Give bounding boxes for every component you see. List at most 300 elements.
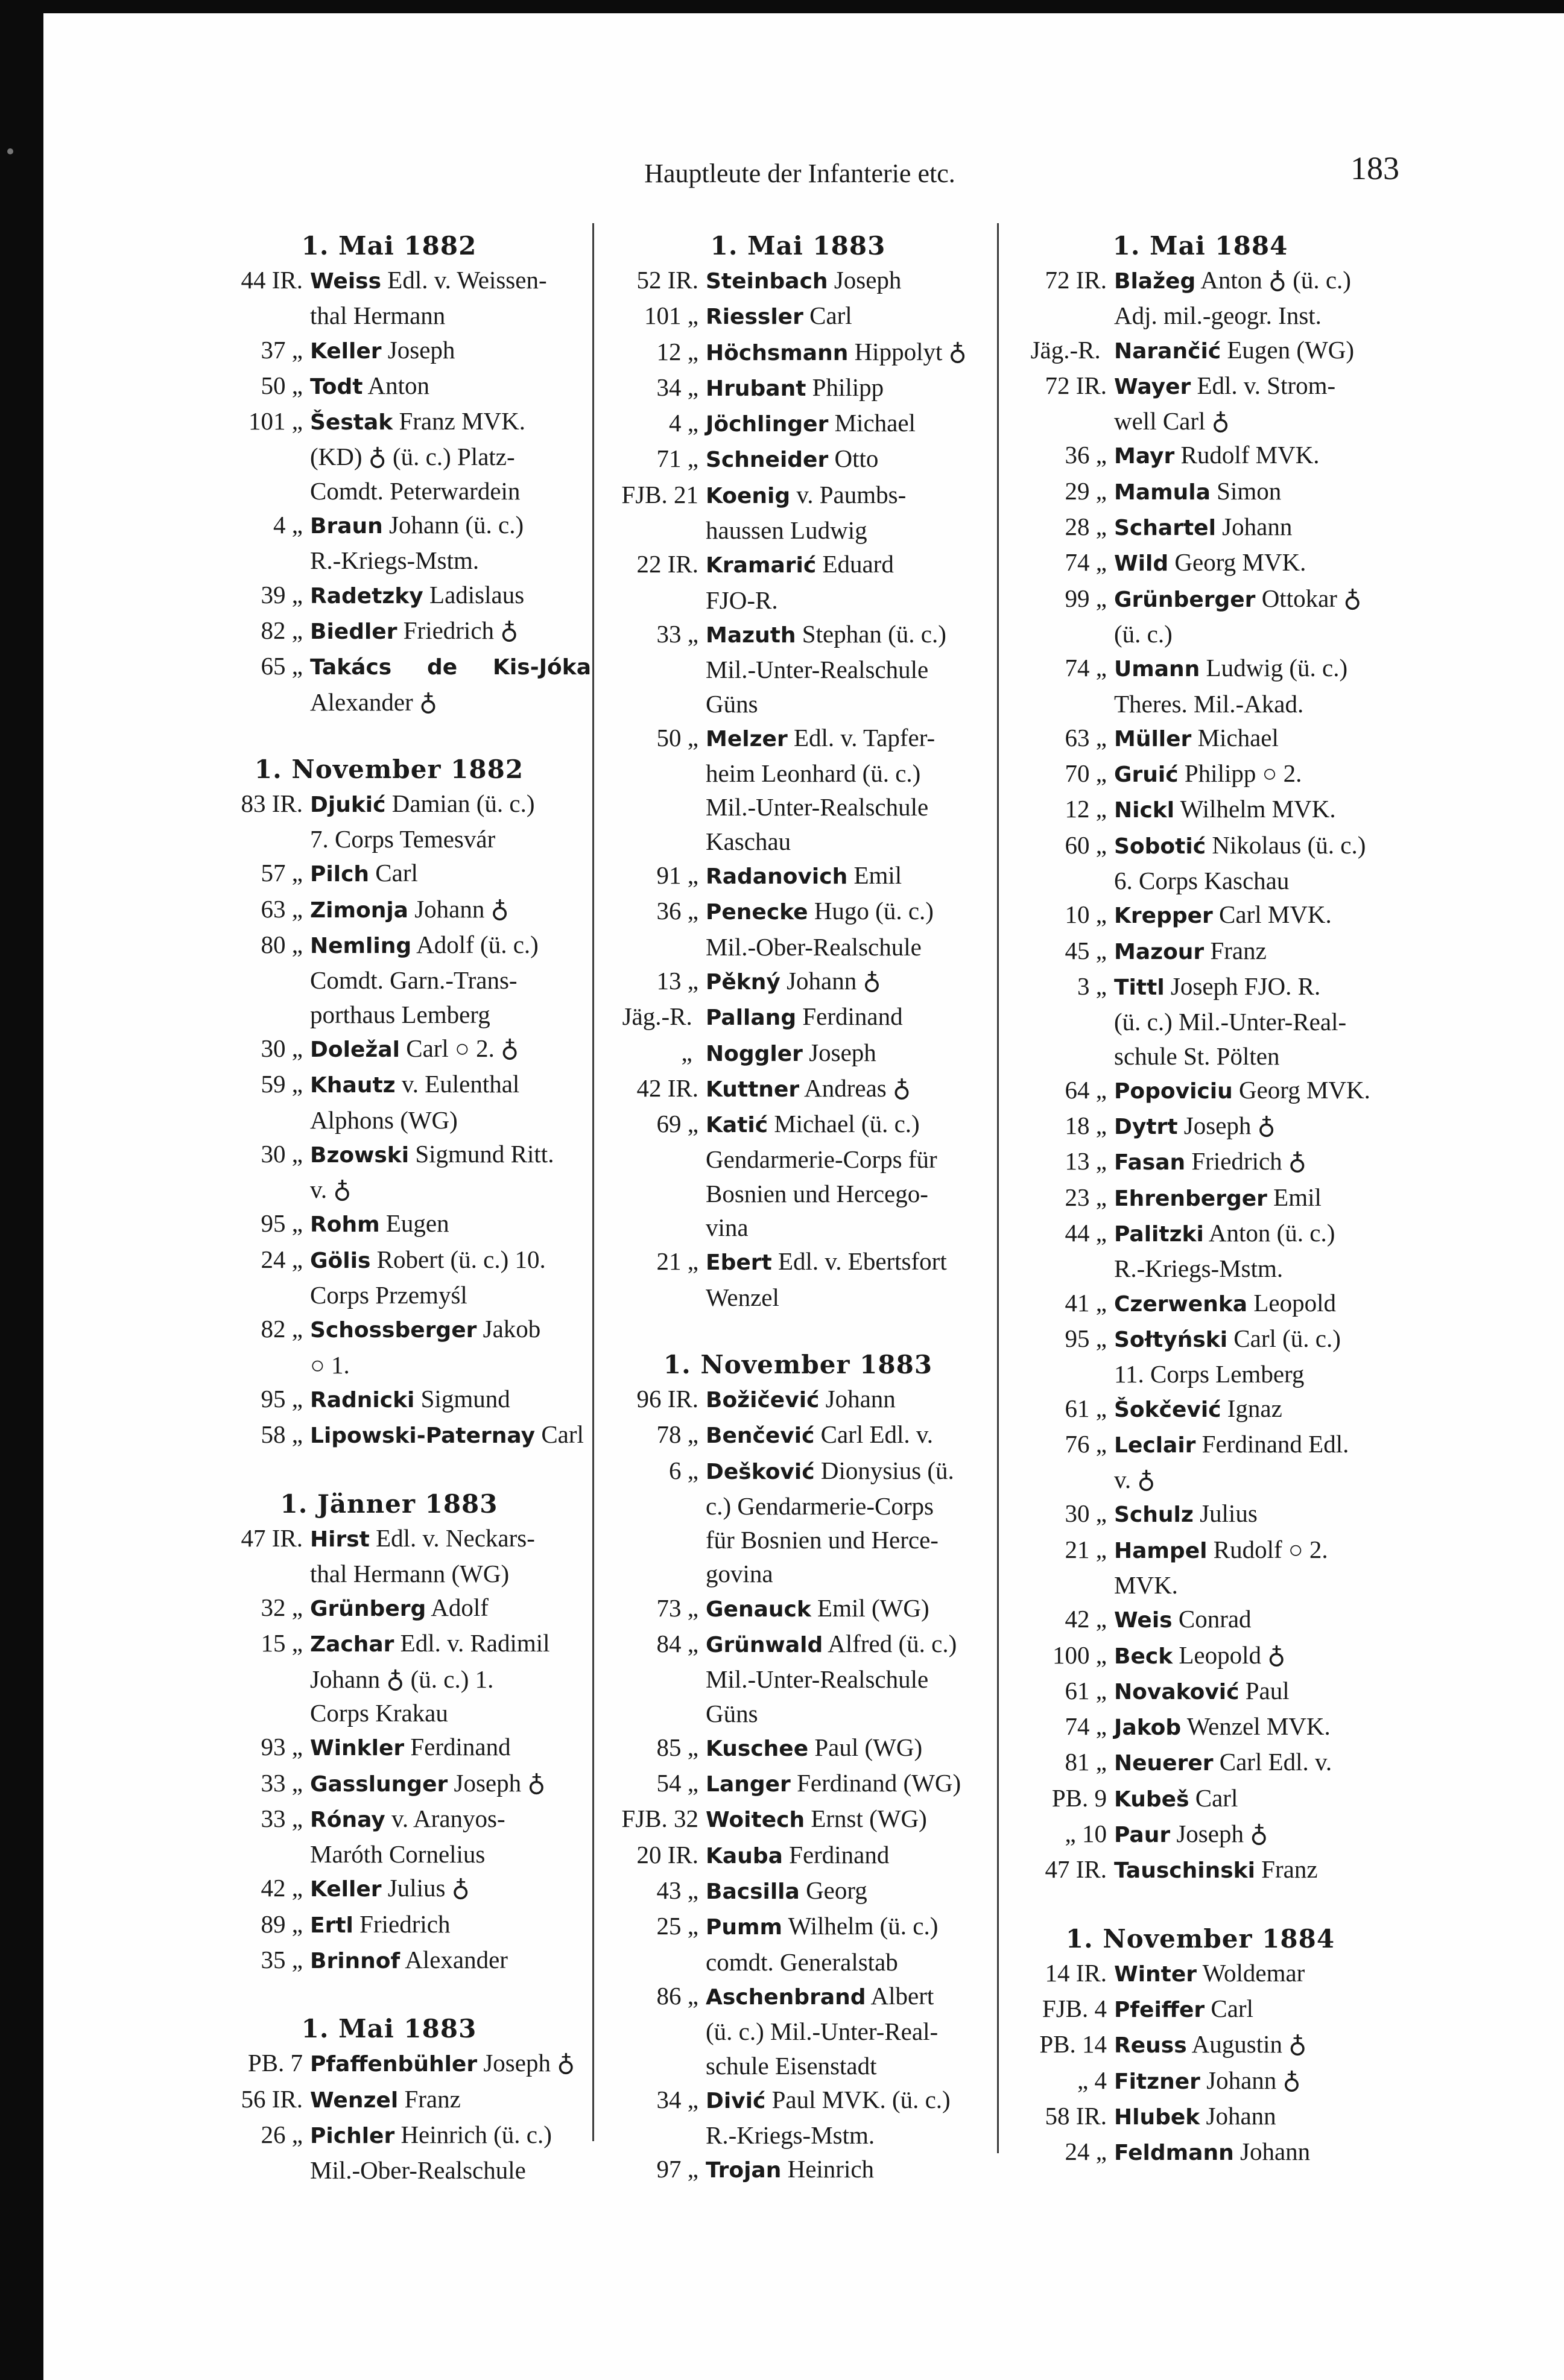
entry-text xyxy=(310,649,591,719)
entry-detail: ○ 1. xyxy=(310,1350,350,1379)
entry-text xyxy=(706,2014,1000,2048)
officer-surname: Radanovich xyxy=(706,864,848,890)
regiment-number: 61 xyxy=(1065,1676,1090,1704)
register-entry xyxy=(998,721,1402,756)
entry-number-unit xyxy=(596,1873,706,1909)
entry-detail: FJO-R. xyxy=(706,586,778,614)
entry-number-unit xyxy=(596,790,706,824)
entry-number-unit xyxy=(187,263,310,299)
entry-number-unit xyxy=(998,1852,1114,1888)
register-entry xyxy=(596,1873,1000,1909)
entry-detail: Sigmund xyxy=(420,1384,510,1413)
unit-abbr: „ xyxy=(291,894,303,923)
entry-number-unit xyxy=(596,1071,706,1107)
unit-abbr: „ xyxy=(291,335,303,364)
entry-detail: Carl xyxy=(809,302,852,330)
entry-text xyxy=(706,1382,1000,1417)
register-entry-continuation xyxy=(596,1945,1000,1979)
entry-text xyxy=(1114,1144,1402,1180)
entry-detail: Ernst (WG) xyxy=(811,1805,927,1833)
entry-number-unit xyxy=(187,1557,310,1590)
entry-number-unit xyxy=(187,928,310,963)
unit-abbr: IR. xyxy=(271,1524,303,1552)
entry-text xyxy=(706,653,1000,686)
entry-detail: R.-Kriegs-Mstm. xyxy=(310,546,480,575)
entry-number-unit xyxy=(998,1709,1114,1745)
regiment-number: 72 xyxy=(1045,266,1070,294)
register-entry xyxy=(998,756,1402,792)
entry-text xyxy=(706,1177,1000,1211)
regiment-number: 22 xyxy=(636,550,662,578)
entry-text xyxy=(706,1909,1000,1945)
regiment-number: 28 xyxy=(1065,513,1090,541)
entry-text xyxy=(310,2153,591,2187)
entry-number-unit xyxy=(998,438,1114,473)
entry-number-unit xyxy=(998,1496,1114,1532)
unit-abbr: „ xyxy=(1095,831,1107,859)
officer-surname: Riessler xyxy=(706,305,803,330)
officer-surname: Schulz xyxy=(1114,1502,1194,1528)
entry-detail: Emil xyxy=(853,861,902,890)
entry-number-unit xyxy=(596,1557,706,1590)
register-entry xyxy=(187,2046,591,2081)
section-heading: 1. Jänner 1883 xyxy=(280,1489,498,1519)
entry-text xyxy=(706,1662,1000,1696)
entry-detail: Johann ♁ xyxy=(787,966,881,995)
unit-abbr: IR. xyxy=(271,789,303,817)
regiment-number: 37 xyxy=(261,335,286,364)
entry-text xyxy=(1114,2063,1402,2099)
unit-abbr: „ xyxy=(687,373,698,401)
officer-surname: Schartel xyxy=(1114,516,1216,541)
officer-surname: Divić xyxy=(706,2088,766,2113)
entry-number-unit xyxy=(596,824,706,858)
entry-detail: c.) Gendarmerie-Corps xyxy=(706,1492,934,1520)
entry-text xyxy=(310,1626,591,1662)
unit-abbr: „ xyxy=(291,1594,303,1622)
register-entry xyxy=(596,1382,1000,1417)
entry-detail: Theres. Mil.-Akad. xyxy=(1114,689,1304,718)
regiment-number: 83 xyxy=(241,789,266,817)
unit-abbr: „ xyxy=(687,966,698,995)
entry-number-unit xyxy=(596,1244,706,1280)
column-3 xyxy=(998,229,1402,2170)
entry-text xyxy=(706,687,1000,721)
entry-number-unit xyxy=(998,1286,1114,1321)
entry-number-unit xyxy=(596,1945,706,1979)
regiment-number: 26 xyxy=(261,2120,286,2148)
section-heading: 1. Mai 1883 xyxy=(710,231,886,261)
section-gap xyxy=(998,1888,1402,1922)
regiment-number: 63 xyxy=(261,894,286,923)
entry-detail: Sigmund Ritt. xyxy=(415,1139,554,1168)
officer-surname: Pfeiffer xyxy=(1114,1997,1205,2022)
section-heading: 1. November 1883 xyxy=(663,1349,933,1379)
officer-surname: Braun xyxy=(310,514,383,539)
entry-detail: Franz xyxy=(404,2084,461,2113)
entry-detail: thal Hermann xyxy=(310,302,446,330)
regiment-number: 78 xyxy=(656,1420,682,1449)
officer-surname: Tauschinski xyxy=(1114,1858,1255,1884)
unit-abbr: „ xyxy=(1095,1499,1107,1528)
regiment-number: 13 xyxy=(1065,1147,1090,1176)
register-entry-continuation xyxy=(187,998,591,1031)
entry-detail: Johann ♁ xyxy=(1206,2066,1301,2094)
regiment-number: 29 xyxy=(1065,476,1090,505)
unit-abbr: „ xyxy=(687,1456,698,1484)
unit-abbr: „ xyxy=(291,1733,303,1761)
column-1 xyxy=(187,229,591,2188)
entry-number-unit xyxy=(998,792,1114,828)
entry-number-unit xyxy=(998,721,1114,756)
register-entry xyxy=(596,2083,1000,2118)
officer-surname: Mazour xyxy=(1114,939,1205,964)
entry-text xyxy=(310,263,591,299)
entry-text xyxy=(706,756,1000,790)
regiment-number: 4 xyxy=(273,511,286,539)
unit-abbr: „ xyxy=(687,1981,698,2010)
unit-abbr: IR. xyxy=(667,1074,698,1102)
unit-abbr: „ xyxy=(291,1910,303,1938)
entry-number-unit xyxy=(187,404,310,440)
unit-abbr: „ xyxy=(1095,1394,1107,1422)
entry-text xyxy=(706,1244,1000,1280)
entry-number-unit xyxy=(596,2083,706,2118)
entry-text xyxy=(1114,1463,1402,1496)
section-gap xyxy=(596,1314,1000,1348)
entry-text xyxy=(1114,1109,1402,1144)
officer-surname: Weis xyxy=(1114,1608,1173,1633)
entry-number-unit xyxy=(596,999,706,1035)
register-entry xyxy=(187,928,591,963)
entry-detail: Wilhelm MVK. xyxy=(1180,795,1336,823)
entry-detail: Julius xyxy=(1200,1499,1258,1528)
register-entry xyxy=(187,263,591,299)
entry-text xyxy=(1114,1252,1402,1285)
officer-surname: Fitzner xyxy=(1114,2069,1200,2094)
entry-text xyxy=(1114,510,1402,545)
register-entry xyxy=(998,1216,1402,1252)
officer-surname: Šokčević xyxy=(1114,1397,1221,1422)
entry-number-unit xyxy=(596,335,706,370)
entry-text xyxy=(1114,756,1402,792)
entry-number-unit xyxy=(998,2027,1114,2063)
entry-text xyxy=(706,894,1000,929)
entry-text xyxy=(1114,651,1402,686)
regiment-number: 10 xyxy=(1065,900,1090,929)
entry-detail: Mil.-Ober-Realschule xyxy=(706,932,922,961)
entry-detail: Ignaz xyxy=(1227,1394,1282,1422)
entry-detail: Wilhelm (ü. c.) xyxy=(788,1912,939,1940)
entry-detail: Johann xyxy=(825,1384,896,1413)
entry-number-unit xyxy=(596,1766,706,1802)
officer-surname: Doležal xyxy=(310,1037,400,1062)
entry-detail: Franz xyxy=(1261,1855,1318,1884)
entry-number-unit xyxy=(596,756,706,790)
entry-text xyxy=(310,404,591,440)
entry-text xyxy=(310,1348,591,1382)
register-entry xyxy=(998,1321,1402,1357)
entry-number-unit xyxy=(187,1067,310,1103)
regiment-number: 57 xyxy=(261,859,286,887)
register-entry xyxy=(998,1427,1402,1463)
regiment-number: 24 xyxy=(1065,2138,1090,2166)
entry-text xyxy=(310,1907,591,1943)
register-entry xyxy=(998,1817,1402,1852)
regiment-number: 71 xyxy=(656,445,682,473)
entry-detail: v. Eulenthal xyxy=(401,1070,520,1098)
officer-surname: Gasslunger xyxy=(310,1771,448,1797)
register-entry xyxy=(596,406,1000,442)
entry-detail: Carl MVK. xyxy=(1219,900,1332,929)
unit-abbr: 10 xyxy=(1082,1820,1107,1848)
regiment-number: 61 xyxy=(1065,1394,1090,1422)
entry-text xyxy=(310,2046,591,2081)
regiment-number: 20 xyxy=(636,1840,662,1869)
register-entry xyxy=(998,2063,1402,2099)
register-entry xyxy=(596,1107,1000,1142)
unit-abbr: IR. xyxy=(667,550,698,578)
officer-surname: Schneider xyxy=(706,448,829,473)
unit-abbr: „ xyxy=(291,1420,303,1449)
entry-text xyxy=(310,1943,591,1978)
entry-detail: Güns xyxy=(706,689,758,718)
regiment-number: 73 xyxy=(656,1594,682,1622)
entry-number-unit xyxy=(998,617,1114,651)
register-entry xyxy=(187,1067,591,1103)
register-entry xyxy=(187,1382,591,1417)
officer-surname: Ebert xyxy=(706,1250,772,1276)
unit-abbr: „ xyxy=(687,2085,698,2113)
entry-detail: Georg MVK. xyxy=(1238,1075,1370,1104)
entry-number-unit xyxy=(596,1802,706,1837)
officer-surname: Sobotić xyxy=(1114,834,1206,859)
register-entry xyxy=(187,1137,591,1173)
regiment-number: PB. xyxy=(247,2049,285,2077)
officer-surname: Kauba xyxy=(706,1843,783,1869)
entry-detail: Franz xyxy=(1210,936,1267,964)
register-entry xyxy=(998,1602,1402,1638)
entry-number-unit xyxy=(187,369,310,404)
regiment-number: 70 xyxy=(1065,759,1090,788)
officer-surname: Sołtyński xyxy=(1114,1327,1228,1352)
unit-abbr: 4 xyxy=(1094,2066,1107,2094)
entry-text xyxy=(1114,1992,1402,2027)
entry-number-unit xyxy=(596,1211,706,1244)
unit-abbr: „ xyxy=(1095,1712,1107,1741)
regiment-number: 59 xyxy=(261,1070,286,1098)
entry-text xyxy=(1114,1602,1402,1638)
entry-number-unit xyxy=(998,1781,1114,1817)
regiment-number: 50 xyxy=(656,723,682,752)
entry-number-unit xyxy=(596,583,706,617)
entry-number-unit xyxy=(187,1837,310,1871)
unit-abbr: „ xyxy=(1095,2138,1107,2166)
entry-detail: Woldemar xyxy=(1202,1958,1305,1987)
regiment-number: 91 xyxy=(656,861,682,890)
entry-number-unit xyxy=(998,1005,1114,1039)
register-entry-continuation xyxy=(998,1039,1402,1073)
register-entry-continuation xyxy=(187,1348,591,1382)
entry-detail: Gendarmerie-Corps für xyxy=(706,1145,937,1174)
entry-number-unit xyxy=(187,1907,310,1943)
entry-detail: Ferdinand xyxy=(802,1002,903,1031)
register-entry-continuation xyxy=(596,1142,1000,1176)
entry-detail: Edl. v. Weissen- xyxy=(387,266,547,294)
entry-number-unit xyxy=(596,930,706,964)
entry-text xyxy=(310,1730,591,1765)
register-entry xyxy=(596,442,1000,477)
officer-surname: Mazuth xyxy=(706,622,796,648)
section-gap xyxy=(187,719,591,753)
entry-text xyxy=(1114,897,1402,933)
entry-text xyxy=(310,333,591,369)
entry-text xyxy=(706,999,1000,1035)
register-entry xyxy=(998,1073,1402,1109)
entry-number-unit xyxy=(596,858,706,894)
regiment-number: 50 xyxy=(261,371,286,399)
entry-detail: Franz MVK. xyxy=(399,407,525,435)
entry-detail: Edl. v. Neckars- xyxy=(376,1524,535,1552)
regiment-number: 76 xyxy=(1065,1429,1090,1458)
entry-text xyxy=(706,547,1000,583)
entry-text xyxy=(310,786,591,822)
regiment-number: 23 xyxy=(1065,1183,1090,1211)
register-entry-continuation xyxy=(187,2153,591,2187)
entry-text xyxy=(706,263,1000,299)
entry-number-unit xyxy=(187,333,310,369)
entry-detail: Nikolaus (ü. c.) xyxy=(1212,831,1366,859)
register-entry xyxy=(998,1781,1402,1817)
register-entry xyxy=(187,578,591,613)
entry-number-unit xyxy=(998,1073,1114,1109)
entry-detail: Anton (ü. c.) xyxy=(1208,1219,1335,1247)
unit-abbr: „ xyxy=(1095,513,1107,541)
entry-text xyxy=(1114,1781,1402,1817)
section-gap xyxy=(187,1454,591,1487)
regiment-number: 60 xyxy=(1065,831,1090,859)
unit-abbr: IR. xyxy=(667,1840,698,1869)
entry-detail: R.-Kriegs-Mstm. xyxy=(706,2121,875,2150)
entry-text xyxy=(310,2118,591,2153)
regiment-number: 74 xyxy=(1065,654,1090,682)
register-entry-continuation xyxy=(596,1557,1000,1590)
regiment-number: 43 xyxy=(656,1876,682,1905)
entry-number-unit xyxy=(998,333,1114,369)
officer-surname: Wayer xyxy=(1114,374,1191,399)
entry-text xyxy=(310,1662,591,1696)
unit-abbr: 9 xyxy=(1094,1783,1107,1812)
entry-detail: Carl ○ 2. ♁ xyxy=(406,1034,519,1062)
regiment-number: 89 xyxy=(261,1910,286,1938)
entry-detail: Bosnien und Hercego- xyxy=(706,1179,928,1207)
entry-text xyxy=(706,1454,1000,1489)
register-entry xyxy=(596,1838,1000,1873)
regiment-number: 99 xyxy=(1065,584,1090,612)
entry-detail: Mil.-Ober-Realschule xyxy=(310,2156,526,2185)
entry-number-unit xyxy=(187,649,310,719)
officer-surname: Hlubek xyxy=(1114,2104,1200,2130)
entry-detail: Rudolf MVK. xyxy=(1180,441,1320,469)
entry-detail: Paul (WG) xyxy=(814,1733,923,1761)
entry-text xyxy=(1114,474,1402,510)
officer-surname: Kubeš xyxy=(1114,1787,1189,1812)
regiment-number: 15 xyxy=(261,1629,286,1657)
officer-surname: Kuttner xyxy=(706,1077,800,1102)
unit-abbr: IR. xyxy=(1075,266,1107,294)
entry-detail: Heinrich xyxy=(787,2155,875,2183)
entry-number-unit xyxy=(596,687,706,721)
register-entry-continuation xyxy=(596,513,1000,547)
entry-text xyxy=(310,1696,591,1730)
register-entry xyxy=(596,1802,1000,1837)
officer-surname: Keller xyxy=(310,1877,382,1902)
officer-surname: Brinnof xyxy=(310,1949,400,1974)
entry-text xyxy=(706,1627,1000,1662)
entry-number-unit xyxy=(596,2118,706,2152)
register-entry-continuation xyxy=(187,1837,591,1871)
entry-detail: Adj. mil.-geogr. Inst. xyxy=(1114,302,1322,330)
register-entry xyxy=(596,617,1000,653)
entry-number-unit xyxy=(187,578,310,613)
entry-number-unit xyxy=(596,1591,706,1627)
regiment-number: 97 xyxy=(656,2155,682,2183)
register-entry xyxy=(596,547,1000,583)
regiment-number: 82 xyxy=(261,1315,286,1343)
entry-number-unit xyxy=(998,687,1114,721)
unit-abbr: „ xyxy=(1095,548,1107,577)
officer-surname: Khautz xyxy=(310,1073,396,1098)
entry-text xyxy=(310,1031,591,1067)
entry-text xyxy=(310,474,591,508)
officer-surname: Pallang xyxy=(706,1005,797,1031)
entry-text xyxy=(706,1591,1000,1627)
unit-abbr: „ xyxy=(291,1946,303,1974)
register-entry xyxy=(596,1454,1000,1489)
entry-number-unit xyxy=(998,2135,1114,2170)
officer-surname: Gölis xyxy=(310,1248,371,1273)
register-entry xyxy=(187,1871,591,1907)
officer-surname: Steinbach xyxy=(706,269,828,294)
register-entry xyxy=(187,1730,591,1765)
entry-text xyxy=(310,1557,591,1590)
entry-text xyxy=(706,617,1000,653)
register-entry-continuation xyxy=(998,1568,1402,1602)
register-entry-continuation xyxy=(998,1005,1402,1039)
regiment-number: 32 xyxy=(261,1594,286,1622)
regiment-number: 34 xyxy=(656,2085,682,2113)
entry-detail: Ludwig (ü. c.) xyxy=(1206,654,1348,682)
entry-number-unit xyxy=(596,1382,706,1417)
entry-number-unit xyxy=(998,1109,1114,1144)
entry-text xyxy=(310,1417,591,1453)
register-entry xyxy=(187,1242,591,1278)
officer-surname: Pfaffenbühler xyxy=(310,2052,478,2077)
entry-detail: Simon xyxy=(1217,476,1282,505)
unit-abbr: IR. xyxy=(1075,371,1107,399)
entry-detail: Jakob xyxy=(483,1315,541,1343)
unit-abbr: „ xyxy=(291,859,303,887)
entry-text xyxy=(706,406,1000,442)
officer-surname: Božičević xyxy=(706,1387,820,1413)
entry-number-unit xyxy=(187,2046,310,2081)
entry-text xyxy=(706,2118,1000,2152)
entry-number-unit xyxy=(596,1107,706,1142)
regiment-number: 86 xyxy=(656,1981,682,2010)
officer-surname: Jakob xyxy=(1114,1715,1182,1741)
entry-text xyxy=(706,964,1000,999)
regiment-number: 65 xyxy=(261,652,286,680)
